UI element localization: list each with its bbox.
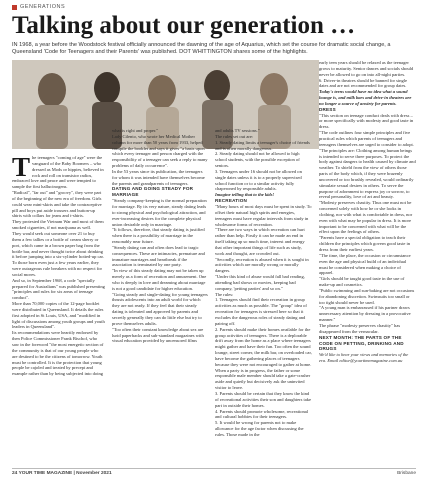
subhead-dress: DRESS bbox=[319, 106, 336, 112]
paragraph: "Parents have a special obligation to teach their children the principles which govern good taste in dress from their earliest years. bbox=[319, 235, 411, 252]
paragraph: And so, in September 1968, a code "specially prepared for Australians" was published presenting "principles and rules for six areas of teenage conduct". bbox=[12, 277, 105, 301]
paragraph: "There are two ways in which recreation can hurt rather than help. Firstly it can be made an end in itself taking up so much time, interest and energy that other important things of life such as study, work and thought, are crowded out. bbox=[215, 227, 305, 256]
list-item: 3. Parents should be certain that they know the kind of recreational activities their son and daughters take part in outside their homes. bbox=[215, 390, 312, 408]
paragraph: "Secondly, recreation is abused when it is sought in activities which are morally wrong or morally dangers. bbox=[215, 256, 309, 274]
list-item: 3. Teenagers under 16 should not be allowed on single dates unless it is to a properly supervised school function or to a similar activity fully chaperoned by responsible adults. bbox=[215, 168, 302, 192]
section-tag-label: GENERATIONS bbox=[20, 4, 66, 10]
drop-cap: T bbox=[12, 155, 31, 182]
section-marker-icon bbox=[12, 5, 17, 10]
paragraph: The phrase "modesty preserves chastity" has disappeared from the vernacular. bbox=[319, 322, 401, 334]
article-column-4 bbox=[319, 60, 416, 460]
paragraph: "The code outlines four simple principles and five practical rules which parents of teenagers and teenagers themselves are urged to consider to adopt. bbox=[319, 130, 414, 147]
paragraph: "Many hours of most days must be spent in study. To offset their natural high spirits and energies, teenagers must have regular intervals from study in wholesome forms of recreation. bbox=[215, 203, 312, 227]
subhead-recreation: RECREATION bbox=[215, 198, 248, 204]
paragraph: "The time, the place, the occasion or circumstance even the age and physical build of an individual must be considered when making a choice of apparel. bbox=[319, 252, 411, 276]
paragraph: "This section on teenage conduct deals with dress – or more specifically with modesty and good taste in dress. bbox=[319, 112, 414, 130]
footer-page-info: 24 YOUR TIME MAGAZINE | November 2021 bbox=[12, 471, 112, 476]
list-item: 2. Parents should make their homes available for the group activities of teenagers. There is a deplorable drift away from the home as a place where teenagers might gather and have their fun. Too often the sound lounge, street corner, the milk bar, on overloaded car, have become the gathering places of teenagers because they were not encouraged to gather at home. When a party is in progress, the father or some responsible male member should take a gate-crasher aside and quietly but decisively ask the uninvited visitor to leave. bbox=[215, 326, 312, 391]
paragraph: early teen years should be relaxed as the teenager grows to maturity. Senior dances and socials should never be allowed to go on into all-night parties. bbox=[319, 60, 414, 77]
paragraph: "The principles are: Clothing among human beings is intended to serve three purposes. To protect the body against dangers to health caused by climate and weather. To shield from the view of others those parts of the body which, if they were brazenly uncovered or too brashly revealed, would ordinarily stimulate sexual desires in others. To serve the purpose of adornment to express joy or sorrow, to reveal personality, love of art and beauty. bbox=[319, 147, 416, 200]
subhead-dating: DATING AND GOING STEADY FOR MARRIAGE bbox=[112, 186, 194, 198]
section-tag bbox=[12, 4, 65, 10]
page-footer bbox=[12, 468, 416, 476]
aside-comment: Today's teens would have no idea what a sound lounge is, and milk bars and drive-in theatres are no longer a source of anxiety for parents. bbox=[319, 89, 412, 106]
paragraph: In the 53 years since its publication, the teenagers for whom it was intended have themselves become the parents and grandparents of teenagers. bbox=[112, 168, 205, 186]
article-standfirst: IN 1968, a year before the Woodstock festival officially announced the dawning of the age of Aquarius, which set the course for dramatic social change, a Queensland 'Code for Teenagers and their Parents' was published. DOT WHITTINGTON shares some of the highlights. bbox=[12, 42, 391, 55]
paragraph: "Steady dating can and often does lead to tragic consequences. These are intimacies, premature and immature marriages and heartbreak if the association is terminated by one party. bbox=[112, 244, 205, 268]
next-month-teaser: NEXT MONTH: THE PARTS OF THE CODE ON PETTING, DRINKING AND DRUGS bbox=[319, 334, 404, 352]
paragraph: The rules: bbox=[215, 291, 234, 297]
paragraph: "Modesty preserves chastity. Thus one must not be concerned solely with how he or she looks in clothing, nor with what is comfortable in dress, nor even with what may be popular in dress. It is more important to be concerned with what will be the effect upon the feelings of others. bbox=[319, 200, 413, 235]
paragraph: "Steady company-keeping is the normal preparation for marriage. By its very nature, steady dating leads to strong physical and psychological attraction, and ever-increasing desires for the complete physical union desirable only in marriage. bbox=[112, 198, 207, 227]
paragraph: "Going steady and single-dating for young teenagers thrusts adolescents into an adult world for which they are not ready. If they feel that their steady dating is tolerated and approved by parents and secretly generally they can do little else but try to prove themselves adults. bbox=[112, 291, 208, 326]
paragraph: Lady Cilento, who wrote her Medical Mother column for more than 50 years from 1933, helped compile the booklet and says it gives "a basis upon which every teenager and person charged with the responsibility of a teenager can seek a reply to many problems of daily occurrence". bbox=[112, 133, 208, 169]
paragraph: "Public swimming and sun-baking are not occasions for abandoning discretion. Swimsuits too small or too tight should never be used. bbox=[319, 287, 415, 305]
list-item: 5. It would be wrong for parents not to make allowance for the age factor when discussing the rules. Those made in the bbox=[215, 420, 304, 437]
paragraph: "Under this kind of abuse would fall bad reading, attending bad shows or movies, keeping bad company, 'petting parties' and so on." bbox=[215, 274, 305, 291]
list-item: 1. Teenagers should find their recreation in group activities as much as possible. The "group" idea of recreation for teenagers is stressed here so that it excludes the dangerous roles of steady dating and pairing off. bbox=[215, 297, 307, 326]
paragraph: Its recommendations were heartily endorsed by then Police Commissioner Frank Bischof, who saw in the foreword "the most energetic section of the community is that of our young people who are destined to be the citizens of tomorrow. Youth must be controlled. It is the protection that young people be cajoled and treated by precept and example rather than by being subjected into doing bbox=[12, 330, 104, 377]
article-column-3 bbox=[215, 128, 312, 458]
list-item: 2. Steady dating should not be allowed to high school students, with the possible exception of seniors. bbox=[215, 151, 300, 169]
footer-region: Brisbane bbox=[397, 471, 416, 476]
paragraph: The rules set out are: bbox=[215, 133, 254, 139]
paragraph: "Too often their constant knowledge about sex are lurid paperbacks and sub-standard magazines with visual education provided by uncensored films bbox=[112, 326, 204, 344]
list-item: 6. Driver-in theatres should be banned for single dates and are not recommended for group dates. bbox=[319, 77, 408, 89]
list-item: 4. Parents should promote wholesome, recreational and cultural hobbies for their teenagers. bbox=[215, 408, 309, 420]
paragraph: "Girls should be taught good taste in the use of make-up and cosmetics. bbox=[319, 276, 405, 288]
article-title: Talking about our generation … bbox=[12, 12, 356, 39]
article-column-2 bbox=[112, 128, 208, 458]
paragraph: "Radical", "far out" and "groovy", they were part of the beginning of the new era of freedom. Girls could wear mini-skirts and take the contraceptive pill and boys put aside trousers and button-up shirts with collars for jeans and t-shirts. bbox=[12, 190, 102, 219]
paragraph: what is right and proper." bbox=[112, 128, 159, 133]
paragraph: he teenagers "coming of age" were the vanguard of the Baby Boomers – who dressed as Mods or hippies, believed in rock and roll on transistor radios, embraced love and peace and were tempted to sample the first hallucinogens. bbox=[12, 155, 104, 190]
aside-comment: Imagine telling that to the kids! bbox=[215, 192, 275, 198]
paragraph: and adults TV sessions." bbox=[215, 128, 260, 133]
paragraph: To those born even just a few years earlier, they were outrageous rule breakers with no respect for social mores. bbox=[12, 260, 103, 277]
paragraph: More than 70,000 copies of the 12-page booklet were distributed in Queensland. It details the rules first adopted in St Louis, USA, and "modified in light of discussions among youth groups and youth leaders in Queensland". bbox=[12, 301, 105, 330]
paragraph: "A young man is embarrassed if his partner draws unnecessary attention by dressing in a provocative manner." bbox=[319, 305, 411, 323]
paragraph: They would seek out someone over 21 to buy them a few tallies or a bottle of cream sherry or port, which came in a brown paper bag from the bottle bar, and never thought twice about drinking it before jumping into a six-cylinder hotted-up car. bbox=[12, 230, 104, 260]
reader-invitation: We'd like to hear your views and memories of the era. Email editor@yourtimemagazine.com.au bbox=[319, 352, 409, 364]
article-column-1 bbox=[12, 155, 105, 455]
paragraph: They protested the Vietnam War and most of them smoked cigarettes, if not marijuana as well. bbox=[12, 219, 104, 231]
paragraph: "It follows, therefore, that steady dating is justified when there is a possibility of marriage in the reasonably near future. bbox=[112, 227, 205, 245]
list-item: 1. Steady dating limits a teenager's choice of friends and is often morally dangerous. bbox=[215, 139, 310, 151]
paragraph: "In view of this steady dating may not be taken up merely as a form of recreation and amusement. One who is deeply in love and dreaming about marriage is not a good candidate for higher education. bbox=[112, 268, 207, 291]
